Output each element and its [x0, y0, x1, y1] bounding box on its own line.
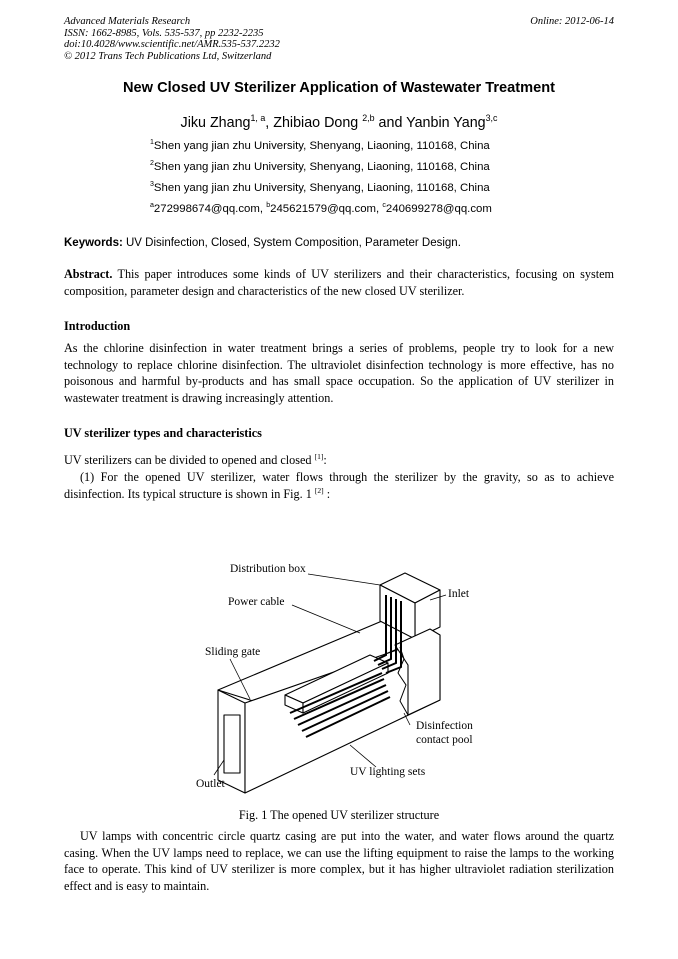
doi-line: doi:10.4028/www.scientific.net/AMR.535-537.2232 — [64, 39, 280, 50]
online-date: Online: 2012-06-14 — [530, 16, 614, 27]
email-b[interactable]: 245621579@qq.com, — [270, 203, 383, 215]
email-c[interactable]: 240699278@qq.com — [385, 203, 492, 215]
citation-ref: [1] — [314, 451, 324, 461]
types-p2-text: (1) For the opened UV sterilizer, water flows through the sterilizer by the gravity, so as to achieve disinfection. Its typical structure is shown in Fig. 1 — [64, 470, 614, 501]
copyright-line: © 2012 Trans Tech Publications Ltd, Switzerland — [64, 50, 272, 62]
affiliation-3 — [150, 182, 490, 194]
author-line — [0, 115, 678, 131]
sterilizer-diagram — [190, 555, 490, 800]
author-1: Jiku Zhang — [180, 115, 251, 131]
types-p1-text: UV sterilizers can be divided to opened and closed — [64, 453, 315, 467]
affiliation-text: Shen yang jian zhu University, Shenyang, Liaoning, 110168, China — [153, 161, 490, 173]
label-distribution-box: Distribution box — [230, 563, 306, 575]
keywords-text: UV Disinfection, Closed, System Composition, Parameter Design. — [122, 237, 461, 249]
affiliation-sup: 1 — [150, 139, 154, 147]
affiliation-1 — [150, 140, 490, 152]
affiliation-text: Shen yang jian zhu University, Shenyang, Liaoning, 110168, China — [153, 140, 490, 152]
types-p1-end: : — [323, 453, 327, 467]
issn-line: ISSN: 1662-8985, Vols. 535-537, pp 2232-2235 — [64, 27, 264, 39]
types-paragraph-2 — [64, 469, 614, 502]
label-power-cable: Power cable — [228, 596, 285, 608]
label-disinfection: Disinfection — [416, 720, 473, 732]
affiliation-2 — [150, 161, 490, 173]
author-2: , Zhibiao Dong — [265, 115, 363, 131]
types-heading: UV sterilizer types and characteristics — [64, 426, 262, 440]
label-contact-pool: contact pool — [416, 734, 473, 746]
email-sup: a — [150, 202, 154, 210]
paper-title: New Closed UV Sterilizer Application of Wastewater Treatment — [123, 80, 555, 96]
journal-name: Advanced Materials Research — [64, 16, 191, 27]
closing-paragraph: UV lamps with concentric circle quartz casing are put into the water, and water flows around the quartz casing. When the UV lamps need to replace, we can use the lifting equipment to raise the lamps to the working face to operate. This kind of UV sterilizer is more complex, but it has higher ultraviolet radiation sterilization effect and is easy to maintain. — [64, 829, 614, 893]
author-3-sup: 3,c — [485, 113, 498, 124]
abstract-text: This paper introduces some kinds of UV sterilizers and their characteristics, focusing on system composition, parameter design and characteristics of the new closed UV sterilizer. — [64, 267, 614, 298]
intro-heading: Introduction — [64, 319, 131, 333]
keywords — [64, 237, 461, 249]
label-outlet: Outlet — [196, 778, 225, 790]
abstract — [64, 266, 614, 299]
affiliation-sup: 3 — [150, 181, 154, 189]
affiliation-text: Shen yang jian zhu University, Shenyang, Liaoning, 110168, China — [153, 182, 490, 194]
types-paragraph-1 — [64, 452, 614, 469]
label-uv-lighting-sets: UV lighting sets — [350, 766, 426, 778]
types-p2-end: : — [323, 486, 331, 501]
citation-ref: [2] — [314, 485, 324, 495]
label-inlet: Inlet — [448, 588, 470, 600]
email-a[interactable]: 272998674@qq.com, — [153, 203, 267, 215]
figure-caption: Fig. 1 The opened UV sterilizer structure — [238, 808, 440, 822]
intro-paragraph: As the chlorine disinfection in water treatment brings a series of problems, people try to look for a new technology to replace chlorine disinfection. The ultraviolet disinfection technology is more effective, has no poisonous and harmful by-products and has small space occupation. So the application of UV sterilizer in wastewater treatment is drawing increasingly attention. — [64, 341, 614, 405]
journal-header — [64, 16, 280, 62]
abstract-label: Abstract. — [64, 267, 113, 281]
affiliation-sup: 2 — [150, 160, 154, 168]
keywords-label: Keywords: — [64, 237, 123, 249]
email-sup: b — [266, 202, 271, 210]
author-3: and Yanbin Yang — [378, 115, 486, 131]
label-sliding-gate: Sliding gate — [205, 646, 261, 658]
email-sup: c — [382, 202, 386, 210]
author-1-sup: 1, a — [250, 113, 266, 124]
author-2-sup: 2,b — [362, 113, 375, 124]
email-line — [150, 203, 492, 215]
